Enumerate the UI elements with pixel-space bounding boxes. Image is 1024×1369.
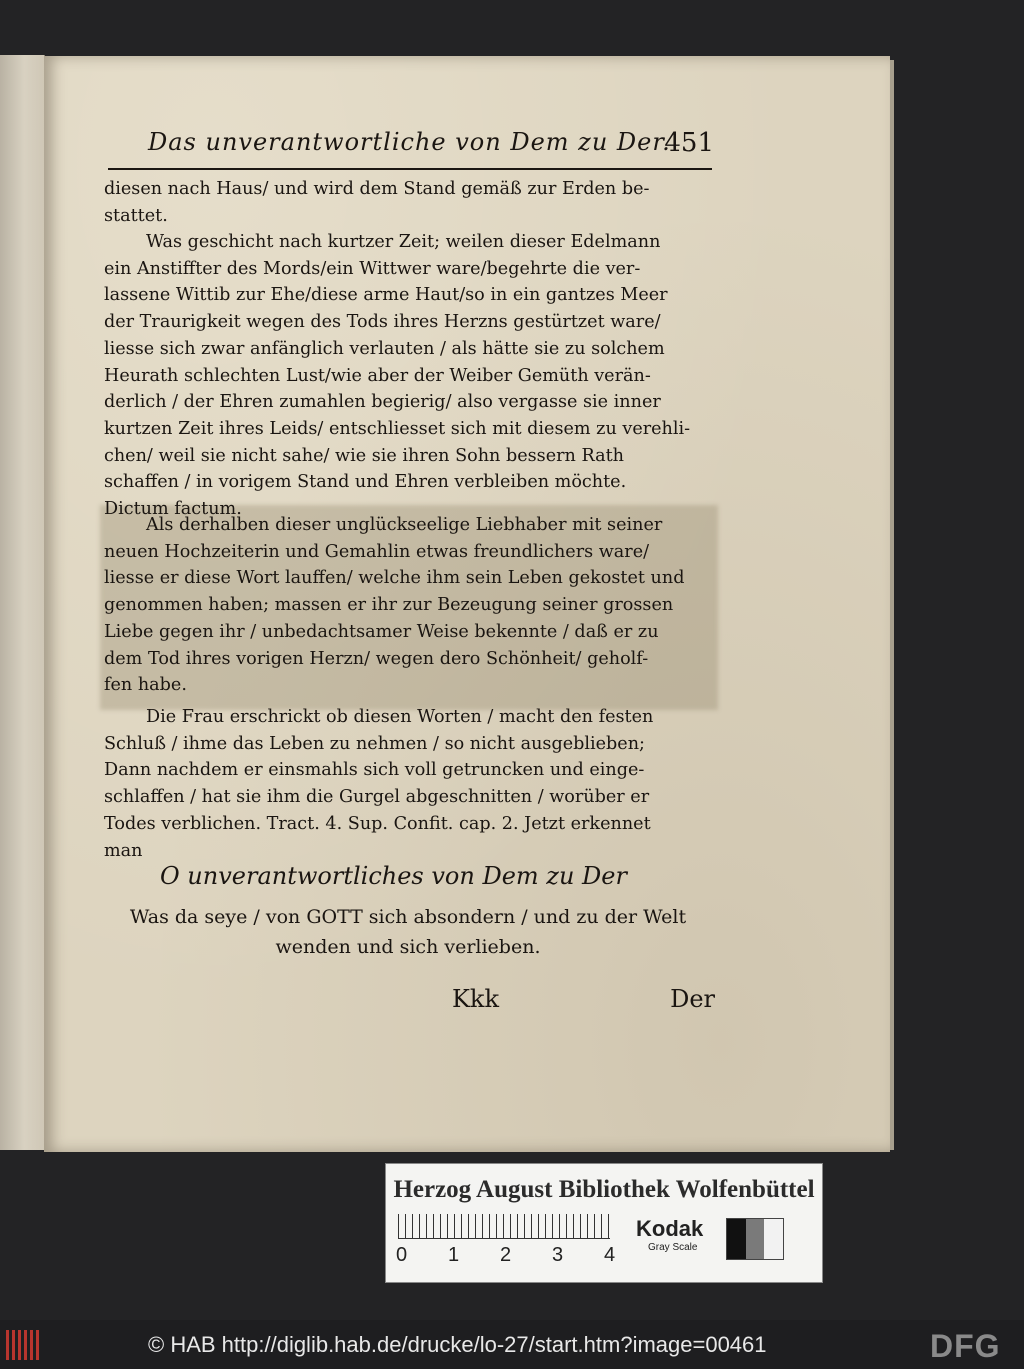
text-line: Als derhalben dieser unglückseelige Liebhaber mit seiner: [146, 515, 663, 535]
footer-bar: [0, 1320, 1024, 1369]
text-line: liesse sich zwar anfänglich verlauten / als hätte sie zu solchem: [104, 338, 665, 359]
swatch-white: [764, 1219, 783, 1259]
ruler: [398, 1214, 610, 1239]
text-line: Schluß / ihme das Leben zu nehmen / so nicht ausgeblieben;: [104, 733, 645, 754]
closing-text: [104, 902, 712, 962]
text-line: liesse er diese Wort lauffen/ welche ihm sein Leben gekostet und: [104, 568, 685, 589]
paragraph-3: [104, 512, 710, 699]
hab-logo-icon: [6, 1330, 42, 1360]
ruler-numbers: [396, 1244, 636, 1268]
closing-line: wenden und sich verlieben.: [275, 936, 541, 958]
color-target: [385, 1163, 823, 1283]
swatch-gray: [746, 1219, 765, 1259]
text-line: Liebe gegen ihr / unbedachtsamer Weise bekennte / daß er zu: [104, 621, 659, 642]
text-line: schlaffen / hat sie ihm die Gurgel abgeschnitten / worüber er: [104, 787, 650, 808]
ruler-number: 3: [552, 1244, 564, 1266]
text-line: diesen nach Haus/ und wird dem Stand gemäß zur Erden be-: [104, 179, 650, 199]
library-name: Herzog August Bibliothek Wolfenbüttel: [393, 1176, 815, 1203]
text-line: Todes verblichen. Tract. 4. Sup. Confit. cap. 2. Jetzt erkennet: [104, 813, 651, 834]
footer-copyright-link[interactable]: © HAB http://diglib.hab.de/drucke/lo-27/start.htm?image=00461: [148, 1332, 767, 1357]
text-line: schaffen / in vorigem Stand und Ehren verbleiben möchte.: [104, 472, 627, 493]
catchword: Der: [670, 985, 715, 1013]
page-fore-edge: [890, 60, 894, 1150]
ruler-number: 0: [396, 1244, 408, 1266]
gray-swatches: [726, 1218, 784, 1260]
text-line: lassene Wittib zur Ehe/diese arme Haut/so in ein gantzes Meer: [104, 285, 668, 306]
closing-line: Was da seye / von GOTT sich absondern / und zu der Welt: [129, 906, 687, 928]
kodak-logo: Kodak: [636, 1216, 704, 1241]
header-rule: [108, 168, 712, 170]
left-page-edge: [0, 55, 45, 1150]
text-line: stattet.: [104, 205, 168, 226]
text-line: Die Frau erschrickt ob diesen Worten / macht den festen: [146, 707, 654, 727]
paragraph-2: [104, 229, 710, 523]
text-line: neuen Hochzeiterin und Gemahlin etwas freundlichers ware/: [104, 541, 650, 562]
text-line: kurtzen Zeit ihres Leids/ entschliesset sich mit diesem zu verehli-: [104, 418, 691, 439]
ruler-number: 4: [604, 1244, 616, 1266]
text-line: genommen haben; massen er ihr zur Bezeugung seiner grossen: [104, 595, 674, 616]
paragraph-1: [104, 176, 710, 229]
text-line: Was geschicht nach kurtzer Zeit; weilen dieser Edelmann: [146, 232, 661, 252]
text-line: fen habe.: [104, 675, 187, 696]
dfg-logo: DFG: [930, 1328, 1001, 1364]
text-line: Heurath schlechten Lust/wie aber der Weiber Gemüth verän-: [104, 365, 651, 386]
paragraph-4: [104, 704, 710, 864]
section-heading: O unverantwortliches von Dem zu Der: [160, 862, 627, 890]
text-line: chen/ weil sie nicht sahe/ wie sie ihren Sohn bessern Rath: [104, 445, 624, 466]
text-line: ein Anstiffter des Mords/ein Wittwer ware/begehrte die ver-: [104, 258, 641, 279]
swatch-black: [727, 1219, 746, 1259]
page-number: 451: [664, 128, 714, 158]
text-line: derlich / der Ehren zumahlen begierig/ also vergasse sie inner: [104, 392, 661, 413]
running-head: Das unverantwortliche von Dem zu Der.: [148, 128, 671, 156]
text-line: der Traurigkeit wegen des Tods ihres Herzns gestürtzet ware/: [104, 312, 661, 333]
ruler-number: 2: [500, 1244, 512, 1266]
signature-mark: Kkk: [452, 985, 500, 1013]
text-line: dem Tod ihres vorigen Herzn/ wegen dero Schönheit/ geholf-: [104, 648, 649, 669]
text-line: Dictum factum.: [104, 499, 242, 520]
text-line: Dann nachdem er einsmahls sich voll getruncken und einge-: [104, 760, 645, 781]
text-line: man: [104, 840, 143, 861]
ruler-number: 1: [448, 1244, 460, 1266]
gray-scale-label: Gray Scale: [648, 1242, 698, 1253]
